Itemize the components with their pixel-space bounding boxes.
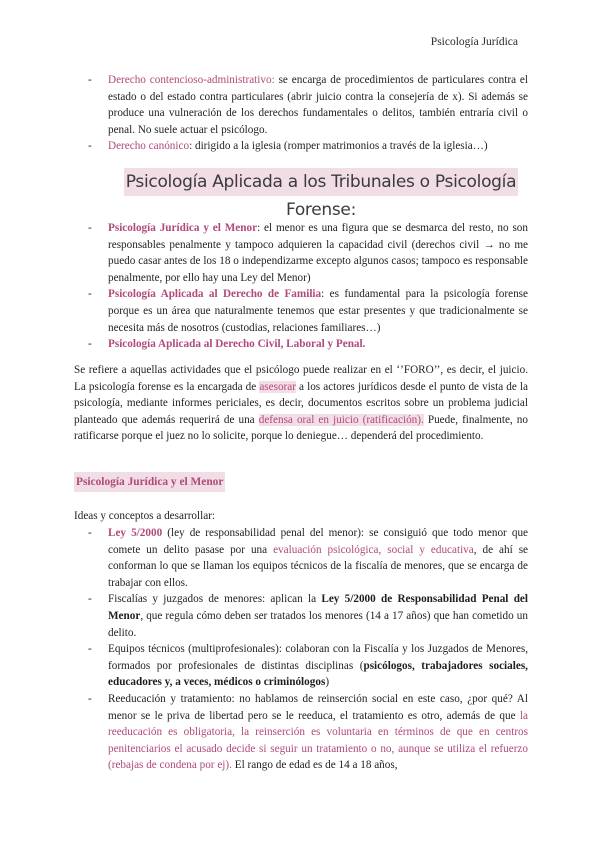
forense-paragraph — [74, 362, 528, 445]
list-item — [88, 691, 528, 774]
bold-text: psicólogos, trabajadores sociales, educadores y, a veces, médicos o criminólogos — [108, 659, 528, 689]
list-item — [88, 138, 528, 155]
running-header: Psicología Jurídica — [430, 36, 518, 48]
list-item — [88, 591, 528, 641]
term: Derecho contencioso-administrativo: — [108, 74, 275, 86]
text-run: Reeducación y tratamiento: no hablamos de reinserción social en este caso, ¿por qué? Al menor se le priva de libertad pero se le reeduca, el tratamiento es otro, además de que — [108, 692, 528, 722]
text-run: , que regula cómo deben ser tratados los menores (14 a 17 años) que han cometido un delito. — [108, 609, 528, 639]
text-run: Se refiere a aquellas actividades que el psicólogo puede realizar en el ‘’FORO’’, es decir, el juicio. La psicología forense es la encargada de — [74, 364, 528, 393]
list-item — [88, 286, 528, 336]
list-item — [88, 336, 528, 353]
subsection-title: Psicología Jurídica y el Menor — [74, 472, 225, 492]
term: Psicología Jurídica y el Menor — [108, 222, 258, 234]
highlight-defensa-oral: defensa oral en juicio (ratificación). — [258, 413, 424, 426]
forense-list — [88, 220, 528, 353]
text-run: Fiscalías y juzgados de menores: aplican la — [108, 593, 322, 606]
text-run: Equipos técnicos (multiprofesionales): colaboran con la Fiscalía y los Juzgados de Menores, formados por profesionales de distintas disciplinas ( — [108, 643, 528, 672]
ideas-list — [88, 525, 528, 774]
list-item — [88, 72, 528, 138]
term: Derecho canónico — [108, 140, 190, 153]
pink-text: la reeducación es obligatoria, la reinserción es voluntaria en términos de que en centros penitenciarios el acusado decide si seguir un tratamiento o no, aunque se utiliza el refuerzo (rebajas de condena por ej). — [108, 709, 528, 772]
list-item — [88, 525, 528, 591]
text-run: El rango de edad es de 14 a 18 años, — [231, 759, 398, 772]
item-text: se encarga de procedimientos de particulares contra el estado o del estado contra particulares (abrir juicio contra la consejería de x). Si además se produce una vulneración de los derechos fundamentales o delitos, también entraría civil o penal. No suele actuar el psicólogo. — [108, 74, 528, 136]
ideas-intro: Ideas y conceptos a desarrollar: — [74, 510, 216, 522]
text-run: , de ahí se conforman lo que se llaman los equipos técnicos de la fiscalía de menores, que se encarga de trabajar con ellos. — [108, 543, 529, 589]
item-text: : el menor es una figura que se desmarca del resto, no son responsables penalmente y tampoco adquieren la capacidad civil (derechos civil → no me puedo casar antes de los 18 o independizarme excepto algunos casos; tampoco es responsable penalmente, por ello hay una Ley del Menor) — [108, 222, 528, 284]
bold-text: Ley 5/2000 de Responsabilidad Penal del Menor — [108, 593, 528, 622]
section-title: Psicología Aplicada a los Tribunales o Psicología Forense: — [125, 172, 517, 220]
text-run: ) — [325, 676, 330, 689]
term: Ley 5/2000 — [108, 527, 163, 539]
text-run: (ley de responsabilidad penal del menor): se consiguió que todo menor que comete un delito pasase por una — [108, 527, 528, 556]
top-list — [88, 72, 528, 155]
item-text: : es fundamental para la psicología forense porque es un área que naturalmente tenemos que estar presentes y que tradicionalmente se necesita más de nosotros (custodias, relaciones familiares…) — [108, 288, 528, 334]
highlight-asesorar: asesorar — [259, 380, 296, 393]
term: Psicología Aplicada al Derecho de Familia — [108, 288, 322, 301]
text-run: Puede, finalmente, no ratificarse porque el juez no lo solicite, porque lo deniegue… dependerá del procedimiento. — [74, 413, 528, 443]
text-run: a los actores jurídicos desde el punto de vista de la psicología, mediante informes periciales, es decir, documentos escritos sobre un problema judicial planteado que además requerirá de una — [74, 380, 529, 426]
pink-text: evaluación psicológica, social y educativa — [273, 543, 474, 556]
item-text: : dirigido a la iglesia (romper matrimonios a través de la iglesia…) — [189, 140, 488, 153]
list-item — [88, 641, 528, 691]
term: Psicología Aplicada al Derecho Civil, Laboral y Penal. — [108, 338, 366, 351]
list-item — [88, 220, 528, 286]
